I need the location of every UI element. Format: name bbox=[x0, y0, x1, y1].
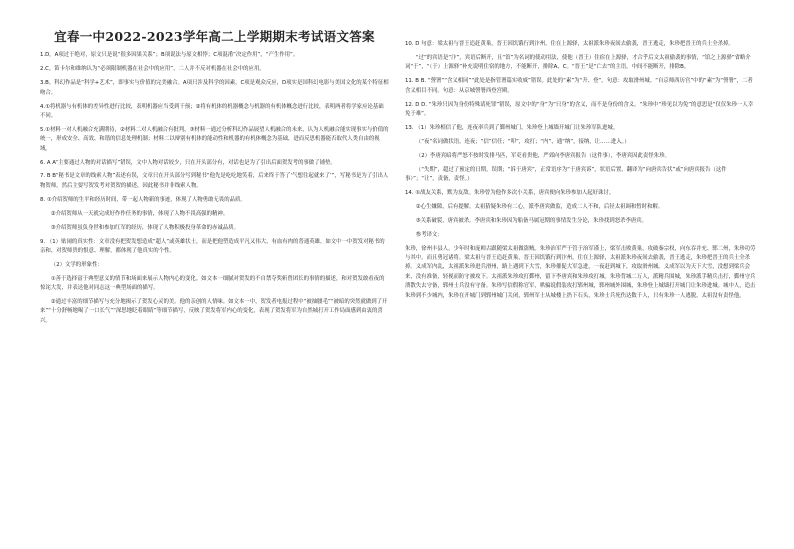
answer-11: 11. B B. “謍署”“含义相同”“此处是指管署篇实收威”错误。此处的“素”为“升、登”。句意：攻取滑州城。“自京师西历宫”中的“素”为“謍署”，二者含义相目不同。句意：从京城謍署西登宫殿。 bbox=[405, 78, 753, 94]
answer-9-part-2-heading: （2）文学的形象性： bbox=[50, 261, 103, 268]
answer-12: 12. D D. “朱珍只因为身份特殊请死罪”错误，原文中的“身”为“只身”的含义，而不是身份的含义。“朱珍中“珍见以为免”的意思是“仅仅朱珍一人幸免于难”。 bbox=[405, 101, 754, 117]
answer-13-note-1: （“夜”名词做状语，连夜；“信”信任；“叩”，攻打；“内”，通“纳”，接纳，让……进入。） bbox=[415, 138, 630, 145]
answer-4: 4.①将机器与有机体的差异性进行比较，表明机器应当受到干预；②将有机体的机器概念与机器的有机体概念进行比较，表明两者将学家应论基础不同。 bbox=[40, 103, 384, 119]
left-column bbox=[40, 10, 389, 331]
page-title: 宜春一中2022-2023学年高二上学期期末考试语文答案 bbox=[54, 29, 375, 44]
answer-3: 3.B。科幻作品是“科学+艺术”，即事实与价值的完美融合。A项只涉及科学的因素，C项是观众反应，D项实是国科幻电影与美国文化的某个特征相吻合。 bbox=[40, 80, 389, 96]
answer-13-part-1: 13. （1）朱珍相信了他，连夜率兵到了鄞州城门，朱珍登上城墙开城门让朱珍军队进城。 bbox=[405, 124, 619, 131]
answer-9-point-1: ①善于选择富于典型意义的情节和场面来展示人物内心的变化。如文本一细腻对贺发的不自禁夺奖斩曾团长的事情的描述，和对贺发敢看夜的惊诧大发，并表达他对同志这一典型场面的描写。 bbox=[40, 275, 385, 292]
answer-14-point-3: ③关系破裂，唐宾被杀。李唐宾和朱珍因为船备马属冠期的事情发生分论，朱珍找到怒杀李唐宾。 bbox=[415, 217, 648, 224]
right-column bbox=[405, 40, 757, 305]
answer-14-point-2: ②心生嫌隙，后有提解。太祖猜疑朱珍有二心，派李唐宾做监，造成二人不和，后径太祖调和暂时和解。 bbox=[415, 203, 664, 210]
answer-13-note-2: （“失期”，超过了预定的日期，误期；“诉于唐宾”，正常语序为“于唐宾诉”，状语后置，翻译为“向唐宾告状”或“向唐宾报告（这件事）”；“让”，责备，责怪。） bbox=[405, 166, 727, 182]
answer-7: 7. B B“秘书是文章的线索人物”表述有误，文章只在开头部分写到秘书“他先是吃吃地笑着，后来终于答了‘气想往起就来了’”，写秘书是为了引出人物贺师，然后主要写贺发考对贺贺的描述，因此秘书并非线索人物。 bbox=[40, 173, 389, 189]
answer-10-explanation: “过”的宾语是“汴”，宾语后断开，且“馆”为名词的使动用法，使他（晋王）住宿在上源驿，才合乎后文太祖偷袭的事情，“馆之上源驿”省略介词“于”，“（于）上源驿”补充说明住宿的地方，不能断开，排除A、C。“晋王”是“亡去”的主语，中间不能断开，排除B。 bbox=[405, 54, 751, 71]
answer-8: 8. ①介绍贺师的生平和经历时间，带一起人物新的事迹，体现了人物勇敢无畏的品质。 bbox=[40, 196, 246, 203]
answer-2: 2.C。笛卡尔和维纳认为“必须限制机器在社会中的应用”，二人并不反对机器在社会中的应用。 bbox=[40, 66, 265, 73]
answer-9-point-2: ②通过丰富的细节描写与充分地揭示了贺发心灵的美。他的亲创的人情味。如文本一中，贺发者电报过程中“被抽腰毛”“被暗的突然就做到了开来”“十分舒畅地喝了一口长气”“深思地眨着眼睛”等细节描写，反映了贺发将军内心的变化，表现了贺发将军为自然城打开工作局面感到由衷的喜兴。 bbox=[40, 299, 388, 324]
answer-14-point-1: 14. ①战友关系，默为友敌。朱珍曾为他作多次小关系，唐宾便向朱珍参加人起好诛讨。 bbox=[405, 189, 615, 196]
answer-1: 1.D。A项过于绝对，原文只是说“很多因果关系”；B项说法与原文相悖；C项混淆“决定作用”，“产生作用”。 bbox=[40, 52, 299, 59]
answer-10: 10. D 句意：梁太祖与晋王追赶黄巢，晋王因饥饿行到汴州，住在上源驿，太祖派朱珍夜间去偷袭，晋王逃走，朱珍把晋王的兵士全杀掉。 bbox=[405, 41, 734, 47]
translation-text: 朱珍，徐州丰县人。少年时和庞师古跟随梁太祖做盗贼。朱珍治军严于管于治军谨上，梁军击败黄巢，攻破秦宗权，向东吞并充、郓二州，朱珍功劳与其中，而且勇冠诸将。梁太祖与晋王追赶黄巢，晋王因饥饿行到汴州，住在上源驿，太祖派朱珍夜间去偷袭，晋王逃走，朱珍把晋王的兵士全杀掉。义成军内乱，太祖派朱珍进兵滑州，路上遇到下大雪，朱珍催促大军急进，一夜赶到城下，攻取滑州城。义成军以为天下大雪，没想到梁兵会来，没有准备，轻视而防守被攻下。太祖派朱珍攻打鄞州，留下李唐宾和朱珍攻打城。朱珍背城二万人，派精兵围城，朱珍派手精兵击打，鄞州守兵溃散失去守备，郓州士兵没有守备。朱珍写信假称官军，哄骗说假装攻打郓州城，郓州城外围城，朱珍登上城墙打开城门让朱珍进城。城中人，追击朱珍到不少城内，朱珍在开城门到郓州城门关闭，郓州军士从城楼上扔下石头，朱珍士兵死伤达数千人，只有朱珍一人逃脱，太祖没有责怪他。 bbox=[405, 245, 756, 299]
answer-13-part-2: （2）李唐宾暗将严怒不按时发排马匹，军吏看贵他，严郊向李唐宾报告（这件事），李唐宾因此责怪朱珍。 bbox=[415, 152, 670, 159]
answer-9-part-1: 9. （1）贴闹的真实性：文章没有把贺发想造成“超人”或英雄状士，而是把他塑造成平凡又伟大、有血有肉的普通英雄。如文中一中贺发对秘书的亲和、对贺师贵的恨意、理解，都体现了他真实的个性。 bbox=[40, 238, 385, 254]
translation-heading: 参考译文： bbox=[415, 231, 443, 238]
answer-8-point-3: ③介绍贺师虽负身世和参加红军的经历，体现了人物积极投身革命的赤诚品质。 bbox=[50, 224, 239, 231]
answer-6: 6. A A“主要通过人物的对话描写”错误，文中人物对话较少，只在开头部分有，对话也是为了引出后面贺发考的事做了铺垫。 bbox=[40, 159, 336, 166]
answer-5: 5.①材料一对人机融合充满期待，②材料二对人机融合有批判，③材料一通过分析科幻作品展望人机融合的未来，认为人机融合能实现事实与价值的统一，形成安全、高效、和谐的信息处理机制；材料二以辩别有机体的能动性和机器的有机体概念为基础，进而反思机器能否取代人类自由的视域。 bbox=[40, 126, 389, 152]
answer-8-point-2: ②介绍贺师从一天就完成好作作任务的事情，体现了人物不畏高强的精神。 bbox=[50, 210, 229, 217]
